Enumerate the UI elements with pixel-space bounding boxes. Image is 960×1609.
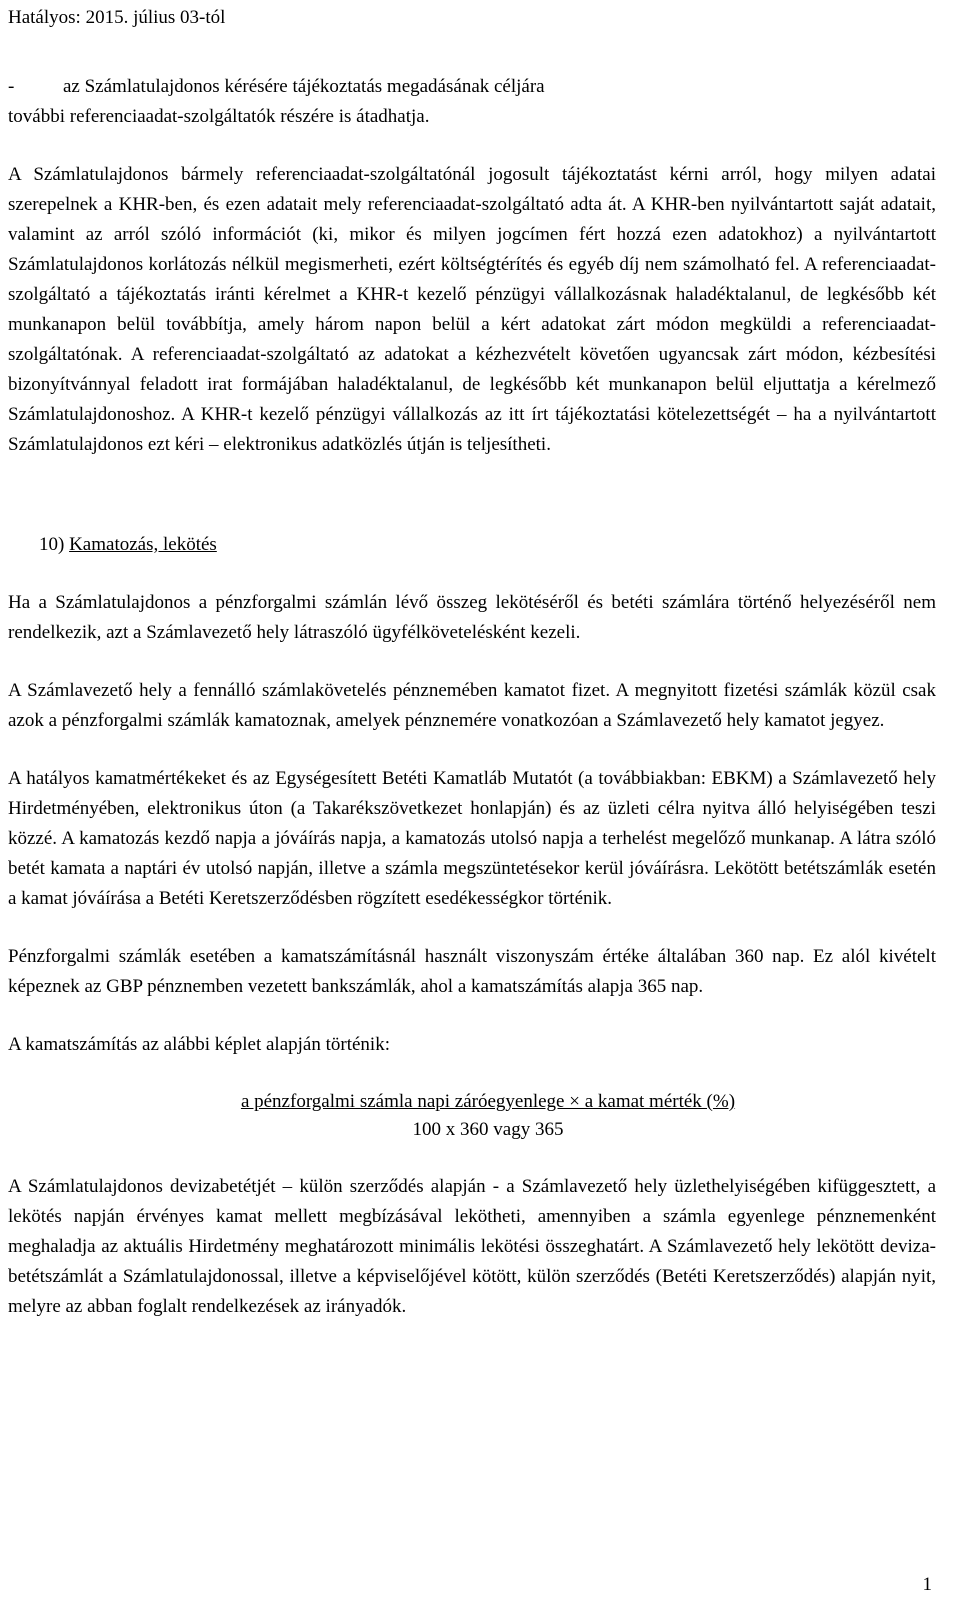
formula-denominator: 100 x 360 vagy 365 xyxy=(412,1119,564,1140)
bullet-dash: - xyxy=(8,76,15,97)
bullet-line-1: az Számlatulajdonos kérésére tájékoztatás megadásának céljára xyxy=(63,76,545,97)
interest-formula xyxy=(108,1088,868,1144)
section-title: Kamatozás, lekötés xyxy=(69,534,217,555)
bullet-item xyxy=(8,72,936,132)
paragraph-kamatmertek: A hatályos kamatmértékeket és az Egységesített Betéti Kamatláb Mutatót (a továbbiakban: EBKM) a Számlavezető hely Hirdetményében, elektronikus úton (a Takarékszövetkezet honlapján) és az üzleti célra nyitva álló helyiségében teszi közzé. A kamatozás kezdő napja a jóváírás napja, a kamatozás utolsó napja a terhelést megelőző munkanap. A látra szóló betét kamata a naptári év utolsó napján, illetve a számla megszüntetésekor kerül jóváírásra. Lekötött betétszámlák esetén a kamat jóváírása a Betéti Keretszerződésben rögzített esedékességkor történik. xyxy=(8,768,936,909)
document-body xyxy=(8,72,936,1322)
paragraph-keplet-intro: A kamatszámítás az alábbi képlet alapján történik: xyxy=(8,1034,390,1055)
bullet-line-2: további referenciaadat-szolgáltatók részére is átadhatja. xyxy=(8,106,430,127)
paragraph-devizabetet: A Számlatulajdonos devizabetétjét – külön szerződés alapján - a Számlavezető hely üzlethelyiségében kifüggesztett, a lekötés napján érvényes kamat mellett megbízásával lekötheti, amennyiben a számla egyenlege pénznemenként meghaladja az aktuális Hirdetmény meghatározott minimális lekötési összeghatárt. A Számlavezető hely lekötött deviza-betétszámlát a Számlatulajdonossal, illetve a képviselőjével kötött, külön szerződés (Betéti Keretszerződés) alapján nyit, melyre az abban foglalt rendelkezések az irányadók. xyxy=(8,1176,936,1317)
paragraph-kamat-fizetes: A Számlavezető hely a fennálló számlakövetelés pénznemében kamatot fizet. A megnyitott fizetési számlák közül csak azok a pénzforgalmi számlák kamatoznak, amelyek pénznemére vonatkozóan a Számlavezető hely kamatot jegyez. xyxy=(8,680,936,731)
section-heading xyxy=(8,530,936,560)
formula-numerator: a pénzforgalmi számla napi záróegyenlege × a kamat mérték (%) xyxy=(240,1091,736,1112)
validity-header: Hatályos: 2015. július 03-tól xyxy=(8,7,226,28)
section-number: 10) xyxy=(39,534,65,555)
paragraph-khr-info: A Számlatulajdonos bármely referenciaadat-szolgáltatónál jogosult tájékoztatást kérni arról, hogy milyen adatai szerepelnek a KHR-ben, és ezen adatait mely referenciaadat-szolgáltató adta át. A KHR-ben nyilvántartott saját adatait, valamint az arról szóló információt (ki, mikor és milyen jogcímen fért hozzá ezen adatokhoz) a nyilvántartott Számlatulajdonos korlátozás nélkül megismerheti, ezért költségtérítés és egyéb díj nem számolható fel. A referenciaadat-szolgáltató a tájékoztatás iránti kérelmet a KHR-t kezelő pénzügyi vállalkozásnak haladéktalanul, de legkésőbb két munkanapon belül továbbítja, amely három napon belül a kért adatokat zárt módon megküldi a referenciaadat-szolgáltatónak. A referenciaadat-szolgáltató az adatokat a kézhezvételt követően ugyancsak zárt módon, kézbesítési bizonyítvánnyal feladott irat formájában haladéktalanul, de legkésőbb két munkanapon belül eljuttatja a kérelmező Számlatulajdonoshoz. A KHR-t kezelő pénzügyi vállalkozás az itt írt tájékoztatási kötelezettségét – ha a nyilvántartott Számlatulajdonos ezt kéri – elektronikus adatközlés útján is teljesítheti. xyxy=(8,164,936,455)
page-number: 1 xyxy=(922,1574,932,1595)
paragraph-viszonyszam: Pénzforgalmi számlák esetében a kamatszámításnál használt viszonyszám értéke általában 360 nap. Ez alól kivételt képeznek az GBP pénznemben vezetett bankszámlák, ahol a kamatszámítás alapja 365 nap. xyxy=(8,946,936,997)
paragraph-lekotes: Ha a Számlatulajdonos a pénzforgalmi számlán lévő összeg lekötéséről és betéti számlára történő helyezéséről nem rendelkezik, azt a Számlavezető hely látraszóló ügyfélkövetelésként kezeli. xyxy=(8,592,936,643)
